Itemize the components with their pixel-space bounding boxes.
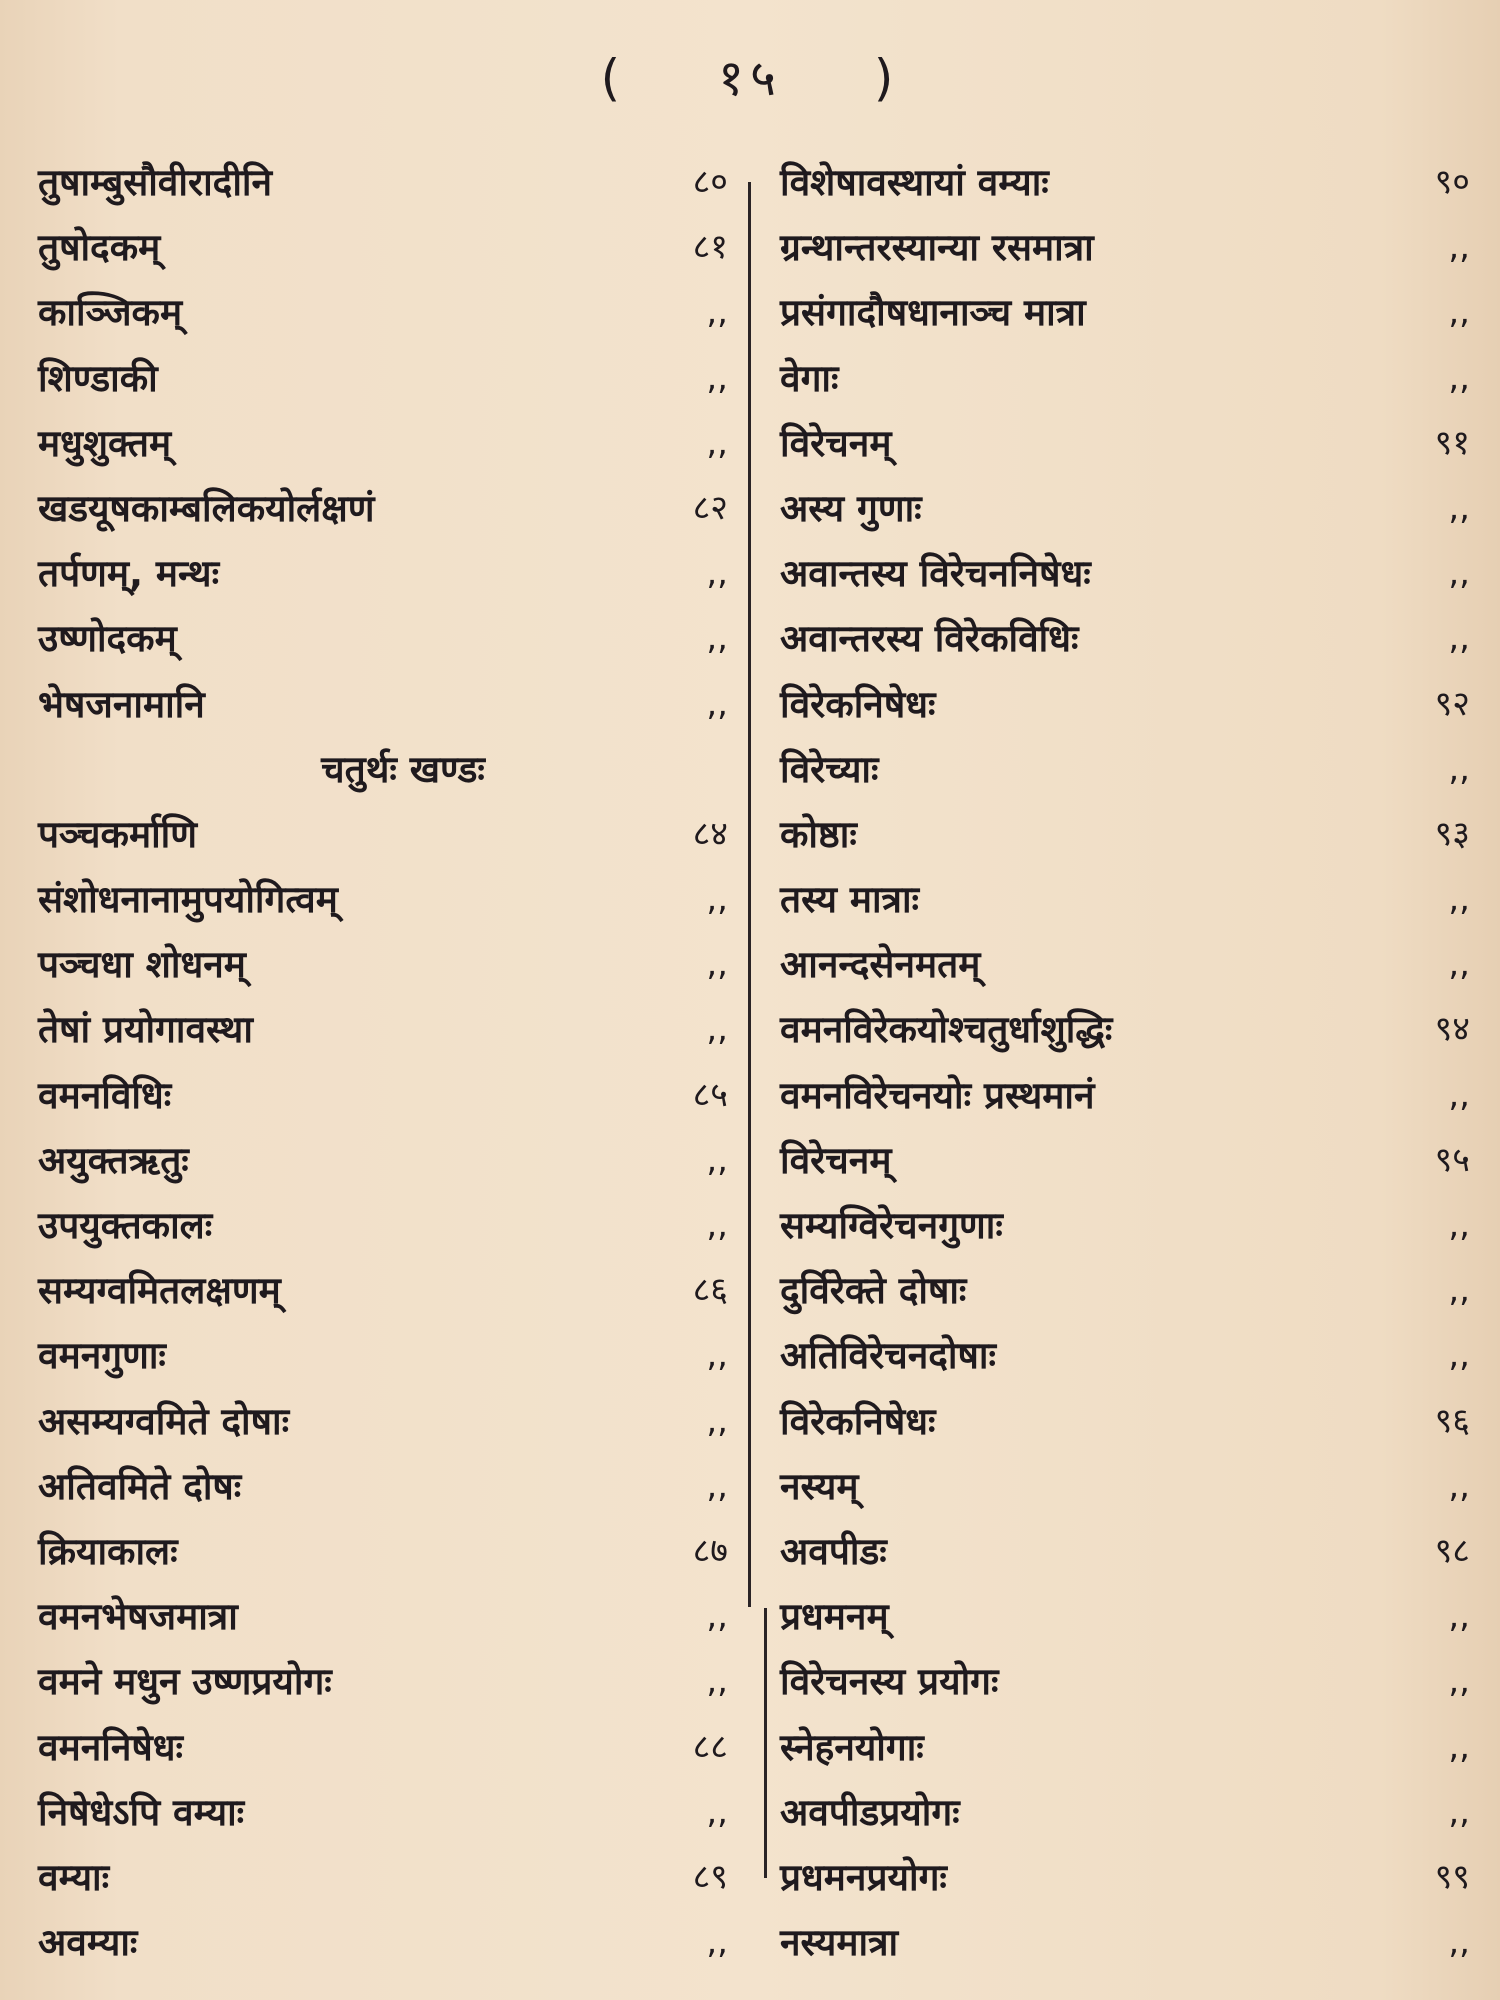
index-entry (38, 1193, 728, 1258)
entry-page-number: ,, (706, 944, 728, 985)
entry-page-number: ,, (706, 683, 728, 724)
index-entry (780, 1780, 1470, 1845)
entry-title: स्नेहनयोगाः (780, 1725, 924, 1769)
entry-page-number: ८० (692, 162, 728, 202)
entry-title: प्रधमनम् (780, 1595, 889, 1639)
entry-page-number: ,, (706, 1205, 728, 1245)
entry-title: प्रसंगादौषधानाञ्च मात्रा (780, 291, 1086, 335)
entry-page-number: ,, (706, 1400, 728, 1441)
column-divider (748, 182, 751, 1607)
entry-title: अवान्तस्य विरेचननिषेधः (780, 552, 1091, 596)
entry-title: वमनगुणाः (38, 1334, 166, 1378)
entry-title: तस्य मात्राः (780, 878, 920, 922)
entry-title: वेगाः (780, 356, 839, 400)
entry-title: तर्पणम्, मन्थः (38, 552, 220, 596)
entry-title: विरेकनिषेधः (780, 682, 936, 726)
entry-page-number: ,, (706, 1661, 728, 1702)
index-entry (780, 280, 1470, 345)
entry-page-number: ,, (706, 357, 728, 398)
entry-page-number: ९४ (1434, 1009, 1470, 1050)
entry-title: संशोधनानामुपयोगित्वम् (38, 878, 338, 922)
index-entry (780, 1258, 1470, 1323)
index-entry (780, 411, 1470, 476)
index-entry (780, 802, 1470, 867)
entry-title: प्रधमनप्रयोगः (780, 1855, 947, 1899)
entry-page-number: ,, (1448, 553, 1470, 594)
entry-page-number: ,, (1448, 1074, 1470, 1115)
entry-page-number: ,, (706, 618, 728, 659)
entry-title: मधुशुक्तम् (38, 421, 172, 465)
index-entry (780, 1910, 1470, 1975)
entry-page-number: ,, (706, 553, 728, 594)
entry-title: नस्यमात्रा (780, 1921, 899, 1965)
index-entry (38, 672, 728, 737)
entry-title: विशेषावस्थायां वम्याः (780, 161, 1049, 204)
entry-page-number: ९३ (1434, 813, 1470, 854)
index-entry (780, 737, 1470, 802)
entry-title: विरेचनस्य प्रयोगः (780, 1660, 999, 1704)
entry-page-number: ,, (706, 1465, 728, 1506)
entry-title: पञ्चकर्माणि (38, 812, 197, 856)
index-entry (38, 1258, 728, 1323)
index-entry (38, 1910, 728, 1975)
entry-page-number: ,, (1448, 1465, 1470, 1506)
entry-title: असम्यग्वमिते दोषाः (38, 1399, 290, 1443)
entry-title: अवम्याः (38, 1921, 138, 1965)
index-entry (38, 346, 728, 411)
entry-page-number: ,, (1448, 1726, 1470, 1767)
index-entry (38, 1715, 728, 1780)
entry-title: पञ्चधा शोधनम् (38, 943, 246, 987)
index-entry (38, 932, 728, 997)
index-entry (38, 411, 728, 476)
entry-title: सम्यग्वमितलक्षणम् (38, 1269, 281, 1313)
entry-title: विरेकनिषेधः (780, 1399, 936, 1443)
index-entry (780, 476, 1470, 541)
entry-page-number: ,, (1448, 487, 1470, 528)
entry-title: कोष्ठाः (780, 812, 857, 856)
index-entry (780, 1128, 1470, 1193)
index-entry (38, 1584, 728, 1649)
entry-title: अस्य गुणाः (780, 486, 922, 530)
entry-page-number: ८६ (692, 1270, 728, 1311)
index-entry (38, 1780, 728, 1845)
entry-title: क्रियाकालः (38, 1529, 178, 1573)
page-number (0, 42, 1500, 110)
index-entry (38, 1063, 728, 1128)
entry-title: उपयुक्तकालः (38, 1204, 213, 1247)
index-entry (38, 541, 728, 606)
index-entry (780, 672, 1470, 737)
entry-page-number: ,, (1448, 1791, 1470, 1832)
index-column-left (38, 150, 728, 1975)
entry-title: वमननिषेधः (38, 1725, 183, 1769)
entry-title: तेषां प्रयोगावस्था (38, 1008, 253, 1052)
index-entry (38, 1845, 728, 1910)
entry-page-number: ,, (706, 292, 728, 333)
index-entry (780, 1715, 1470, 1780)
entry-page-number: ,, (1448, 1335, 1470, 1376)
entry-title: वमनविधिः (38, 1073, 172, 1117)
index-entry (38, 1519, 728, 1584)
entry-page-number: ,, (1448, 292, 1470, 333)
entry-page-number: ९५ (1434, 1139, 1470, 1180)
index-entry (780, 1193, 1470, 1258)
entry-page-number: ,, (1448, 1270, 1470, 1311)
entry-page-number: ,, (1448, 1596, 1470, 1637)
entry-title: अतिविरेचनदोषाः (780, 1334, 996, 1378)
entry-page-number: ,, (1448, 618, 1470, 659)
entry-page-number: ,, (706, 422, 728, 463)
entry-title: अवपीडः (780, 1529, 887, 1573)
index-entry (38, 1323, 728, 1388)
entry-title: वमने मधुन उष्णप्रयोगः (38, 1660, 332, 1704)
index-entry (38, 1454, 728, 1519)
entry-title: उष्णोदकम् (38, 617, 177, 661)
entry-title: तुषोदकम् (38, 226, 161, 270)
index-entry (780, 1323, 1470, 1388)
entry-title: अवपीडप्रयोगः (780, 1790, 960, 1834)
entry-page-number: ,, (1448, 1922, 1470, 1963)
page-number-value: १५ (718, 49, 782, 107)
entry-title: अतिवमिते दोषः (38, 1464, 242, 1508)
index-entry (780, 1584, 1470, 1649)
entry-title: आनन्दसेनमतम् (780, 943, 981, 987)
entry-page-number: ८९ (692, 1856, 728, 1897)
index-entry (38, 476, 728, 541)
entry-page-number: ८२ (692, 487, 728, 528)
entry-title: ग्रन्थान्तरस्यान्या रसमात्रा (780, 226, 1094, 270)
index-entry (780, 932, 1470, 997)
entry-page-number: ८७ (692, 1530, 728, 1571)
index-entry (780, 1454, 1470, 1519)
index-entry (38, 1649, 728, 1714)
entry-page-number: ,, (1448, 1205, 1470, 1245)
entry-page-number: ,, (1448, 357, 1470, 398)
entry-title: वमनविरेकयोश्चतुर्धाशुद्धिः (780, 1008, 1113, 1052)
entry-title: भेषजनामानि (38, 682, 205, 726)
index-entry (780, 1649, 1470, 1714)
index-entry (780, 1519, 1470, 1584)
index-entry (780, 1063, 1470, 1128)
index-entry (38, 606, 728, 671)
index-entry (38, 802, 728, 867)
index-entry (38, 280, 728, 345)
index-column-right (780, 150, 1470, 1975)
entry-title: वमनविरेचनयोः प्रस्थमानं (780, 1073, 1095, 1117)
section-heading (38, 737, 728, 802)
entry-page-number: ,, (706, 1791, 728, 1832)
entry-page-number: ९९ (1434, 1856, 1470, 1897)
entry-page-number: ,, (1448, 944, 1470, 985)
entry-page-number: ,, (706, 1335, 728, 1376)
index-entry (38, 867, 728, 932)
entry-page-number: ,, (1448, 1661, 1470, 1702)
page-number-open-paren: ( (600, 49, 627, 107)
entry-title: विरेचनम् (780, 1138, 892, 1182)
entry-page-number: ,, (1448, 227, 1470, 268)
index-entry (780, 215, 1470, 280)
index-entry (780, 1845, 1470, 1910)
entry-page-number: ९१ (1434, 422, 1470, 463)
entry-title: वमनभेषजमात्रा (38, 1595, 238, 1639)
entry-page-number: ९६ (1434, 1400, 1470, 1441)
entry-page-number: ,, (706, 879, 728, 920)
index-entry (38, 150, 728, 215)
entry-title: विरेचनम् (780, 421, 892, 465)
index-entry (780, 1389, 1470, 1454)
entry-title: तुषाम्बुसौवीरादीनि (38, 161, 273, 204)
entry-page-number: ९२ (1434, 683, 1470, 724)
entry-title: खडयूषकाम्बलिकयोर्लक्षणं (38, 486, 375, 530)
page-number-close-paren: ) (873, 49, 900, 107)
entry-page-number: ८५ (692, 1074, 728, 1115)
index-entry (780, 346, 1470, 411)
index-entry (780, 997, 1470, 1062)
entry-page-number: ८८ (692, 1726, 728, 1767)
entry-title: दुर्विरेक्ते दोषाः (780, 1269, 967, 1313)
index-entry (780, 867, 1470, 932)
entry-title: चतुर्थः खण्डः (321, 747, 485, 791)
entry-title: अवान्तरस्य विरेकविधिः (780, 617, 1079, 661)
entry-page-number: ९८ (1434, 1530, 1470, 1571)
index-entry (780, 606, 1470, 671)
entry-title: सम्यग्विरेचनगुणाः (780, 1204, 1003, 1247)
entry-title: अयुक्तऋतुः (38, 1138, 189, 1182)
entry-page-number: ९० (1434, 162, 1470, 202)
entry-page-number: ,, (706, 1009, 728, 1050)
entry-title: काञ्जिकम् (38, 291, 183, 335)
entry-title: निषेधेऽपि वम्याः (38, 1790, 245, 1834)
index-entry (38, 1128, 728, 1193)
index-entry (38, 215, 728, 280)
index-entry (780, 541, 1470, 606)
entry-title: विरेच्याः (780, 747, 879, 791)
entry-title: शिण्डाकी (38, 356, 158, 400)
entry-page-number: ,, (706, 1922, 728, 1963)
column-divider-lower (764, 1608, 767, 1878)
entry-page-number: ,, (706, 1596, 728, 1637)
entry-page-number: ,, (1448, 748, 1470, 789)
index-entry (780, 150, 1470, 215)
entry-title: वम्याः (38, 1855, 110, 1899)
entry-page-number: ,, (706, 1139, 728, 1180)
index-entry (38, 1389, 728, 1454)
entry-page-number: ८१ (692, 227, 728, 268)
entry-page-number: ,, (1448, 879, 1470, 920)
index-entry (38, 997, 728, 1062)
entry-title: नस्यम् (780, 1464, 859, 1508)
entry-page-number: ८४ (692, 813, 728, 854)
